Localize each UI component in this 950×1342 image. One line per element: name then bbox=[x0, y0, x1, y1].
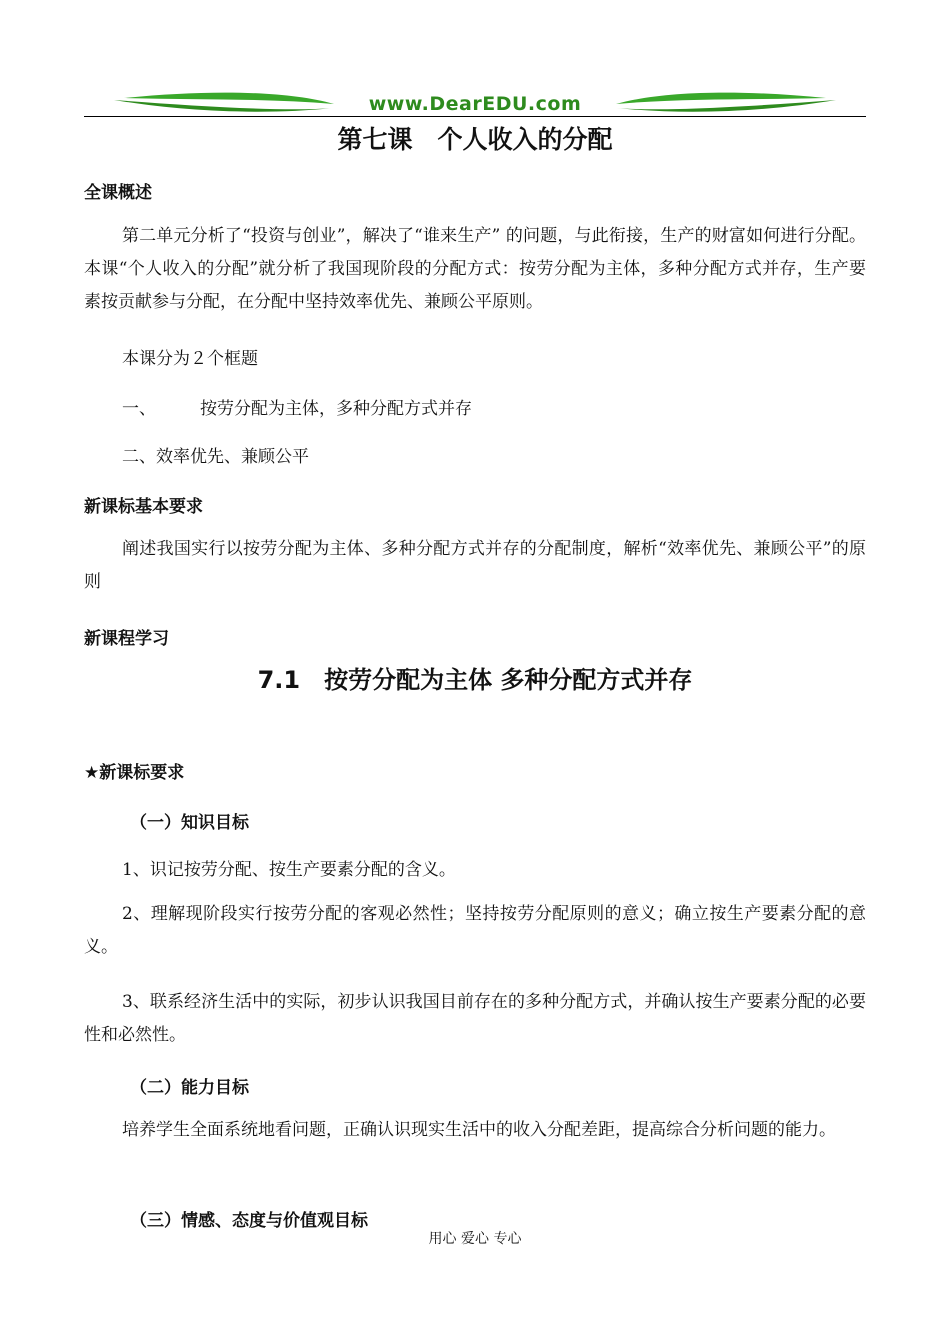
section-title: 7.1 按劳分配为主体 多种分配方式并存 bbox=[257, 666, 693, 694]
frame-2: 二、效率优先、兼顾公平 bbox=[122, 447, 309, 467]
overview-paragraph: 第二单元分析了“投资与创业”，解决了“谁来生产” 的问题，与此衔接，生产的财富如何进行分配。本课“个人收入的分配”就分析了我国现阶段的分配方式：按劳分配为主体，多种分配方式并存，生产要素按贡献参与分配，在分配中坚持效率优先、兼顾公平原则。 bbox=[84, 226, 866, 312]
overview-heading: 全课概述 bbox=[84, 183, 152, 203]
knowledge-heading: （一）知识目标 bbox=[130, 813, 249, 833]
standards-heading: 新课标基本要求 bbox=[84, 497, 203, 517]
knowledge-item-1: 1、识记按劳分配、按生产要素分配的含义。 bbox=[122, 860, 456, 880]
knowledge-item-2: 2、理解现阶段实行按劳分配的客观必然性；坚持按劳分配原则的意义；确立按生产要素分配的意义。 bbox=[84, 904, 866, 957]
requirements-heading: ★新课标要求 bbox=[84, 763, 185, 783]
header-banner bbox=[84, 86, 866, 120]
header-rule bbox=[84, 116, 866, 117]
frame-1-text: 按劳分配为主体，多种分配方式并存 bbox=[200, 399, 472, 419]
ability-heading: （二）能力目标 bbox=[130, 1078, 249, 1098]
lesson-title: 第七课 个人收入的分配 bbox=[337, 125, 613, 154]
site-logo-text: www.DearEDU.com bbox=[368, 93, 582, 115]
emotion-heading: （三）情感、态度与价值观目标 bbox=[130, 1211, 368, 1231]
knowledge-item-3: 3、联系经济生活中的实际，初步认识我国目前存在的多种分配方式，并确认按生产要素分配的必要性和必然性。 bbox=[84, 992, 866, 1045]
study-heading: 新课程学习 bbox=[84, 629, 169, 649]
frame-1-number: 一、 bbox=[122, 399, 156, 419]
frames-intro: 本课分为２个框题 bbox=[122, 349, 258, 369]
standards-paragraph: 阐述我国实行以按劳分配为主体、多种分配方式并存的分配制度，解析“效率优先、兼顾公平”的原则 bbox=[84, 539, 866, 592]
page-footer: 用心 爱心 专心 bbox=[428, 1231, 522, 1247]
ability-paragraph: 培养学生全面系统地看问题，正确认识现实生活中的收入分配差距，提高综合分析问题的能力。 bbox=[122, 1120, 836, 1140]
